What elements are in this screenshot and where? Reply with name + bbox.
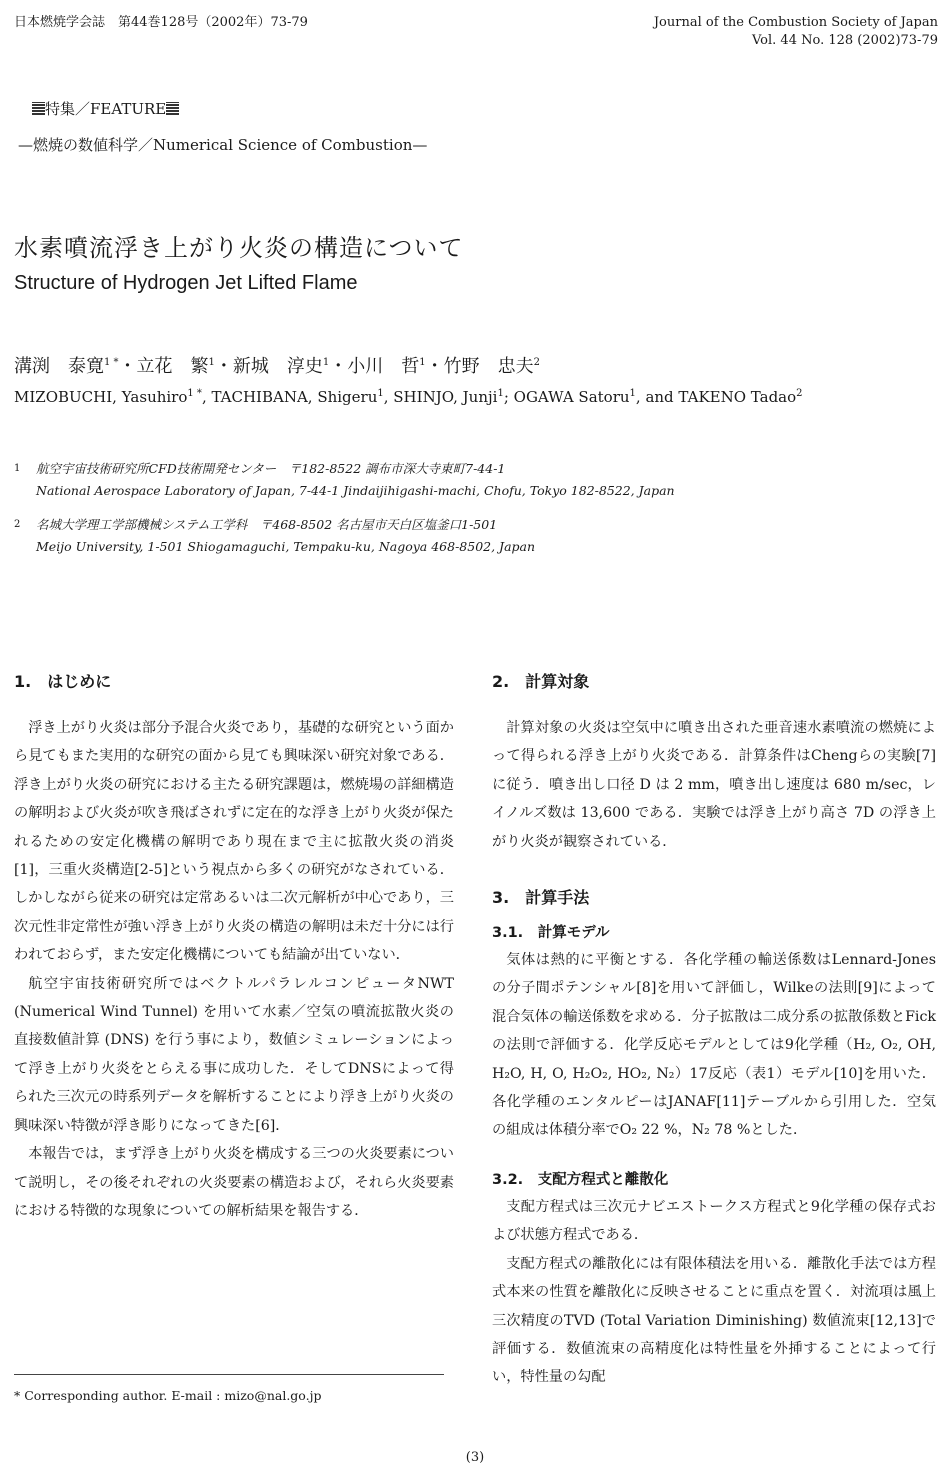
subtheme: —燃焼の数値科学／Numerical Science of Combustion— xyxy=(18,136,428,154)
journal-name: Journal of the Combustion Society of Japan xyxy=(653,15,938,30)
section-3-1-paragraph-1: 気体は熱的に平衡とする．各化学種の輸送係数はLennard-Jonesの分子間ポテンシャル[8]を用いて評価し，Wilkeの法則[9]によって混合気体の輸送係数を求める．分子拡散は二成分系の拡散係数とFickの法則で評価する．化学反応モデルとしては9化学種（H₂, O₂, OH, H₂O, H, O, H₂O₂, HO₂, N₂）17反応（表1）モデル[10]を用いた．各化学種のエンタルピーはJANAF[11]テーブルから引用した．空気の組成は体積分率でO₂ 22 %，N₂ 78 %とした． xyxy=(492,952,936,1139)
section-3-heading: 3. 計算手法 xyxy=(492,888,590,908)
section-2-paragraph-1: 計算対象の火炎は空気中に噴き出された亜音速水素噴流の燃焼によって得られる浮き上がり火炎である．計算条件はChengらの実験[7]に従う．噴き出し口径 D は 2 mm，噴き出し速度は 680 m/sec，レイノルズ数は 13,600 である．実験では浮き上がり高さ 7D の浮き上がり火炎が観察されている． xyxy=(492,720,936,850)
title-english: Structure of Hydrogen Jet Lifted Flame xyxy=(14,272,358,294)
right-column xyxy=(492,670,936,1392)
section-3-2-heading: 3.2. 支配方程式と離散化 xyxy=(492,1171,669,1188)
section-3-1-heading: 3.1. 計算モデル xyxy=(492,925,610,942)
authors-japanese: 溝渕 泰寛$^{1 *}$・立花 繁$^1$・新城 淳史$^1$・小川 哲$^1$・竹野 忠夫$^2$ xyxy=(14,356,541,377)
section-3-2-paragraph-2: 支配方程式の離散化には有限体積法を用いる．離散化手法では方程式本来の性質を離散化に反映させることに重点を置く．対流項は風上三次精度のTVD (Total Variation Diminishing) 数値流束[12,13]で評価する．数値流束の高精度化は特性量を外挿することによって行い，特性量の勾配 xyxy=(492,1255,936,1386)
journal-header-ja: 日本燃焼学会誌 第44巻128号（2002年）73-79 xyxy=(14,15,308,30)
feature-text: 特集／FEATURE xyxy=(45,100,167,118)
journal-volume: Vol. 44 No. 128 (2002)73-79 xyxy=(751,33,938,48)
section-1-paragraph-3: 本報告では，まず浮き上がり火炎を構成する三つの火炎要素について説明し，その後それぞれの火炎要素の構造および，それら火炎要素における特徴的な現象についての解析結果を報告する． xyxy=(14,1146,454,1219)
footnote-rule xyxy=(14,1374,444,1375)
affiliation-2: 2 名城大学理工学部機械システム工学科 〒468-8502 名古屋市天白区塩釜口1-501 Meijo University, 1-501 Shiogamaguchi, Tempaku-ku, Nagoya 468-8502, Japan xyxy=(14,517,536,554)
page-number: (3) xyxy=(465,1450,485,1465)
left-column xyxy=(14,670,454,1225)
section-1-heading: 1. はじめに xyxy=(14,672,112,691)
feature-label xyxy=(32,98,179,119)
section-1-paragraph-1: 浮き上がり火炎は部分予混合火炎であり，基礎的な研究という面から見てもまた実用的な研究の面から見ても興味深い研究対象である．浮き上がり火炎の研究における主たる研究課題は，燃焼場の詳細構造の解明および火炎が吹き飛ばされずに定在的な浮き上がり火炎が保たれるための安定化機構の解明であり現在まで主に拡散火炎の消炎[1]，三重火炎構造[2-5]という視点から多くの研究がなされている．しかしながら従来の研究は定常あるいは二次元解析が中心であり，三次元性非定常性が強い浮き上がり火炎の構造の解明は未だ十分には行われておらず，また安定化機構についても結論が出ていない． xyxy=(14,720,454,964)
section-1-paragraph-2: 航空宇宙技術研究所ではベクトルパラレルコンピュータNWT (Numerical Wind Tunnel) を用いて水素／空気の噴流拡散火炎の直接数値計算 (DNS) を行う事により，数値シミュレーションによって浮き上がり火炎をとらえる事に成功した．そしてDNSによって得られた三次元の時系列データを解析することにより浮き上がり火炎の興味深い特徴が浮き彫りになってきた[6]． xyxy=(14,975,454,1134)
section-3-2-paragraph-1: 支配方程式は三次元ナビエストークス方程式と9化学種の保存式および状態方程式である． xyxy=(492,1198,936,1244)
journal-header-en xyxy=(518,14,938,50)
square-mark-icon xyxy=(32,102,45,115)
affiliation-1: 1 航空宇宙技術研究所CFD技術開発センター 〒182-8522 調布市深大寺東町7-44-1 National Aerospace Laboratory of Japan, 7-44-1 Jindaijihigashi-machi, Chofu, Tokyo 182-8522, Japan xyxy=(14,461,675,498)
footnote: * Corresponding author. E-mail : mizo@nal.go.jp xyxy=(14,1388,322,1403)
square-mark-icon xyxy=(166,102,179,115)
title-japanese: 水素噴流浮き上がり火炎の構造について xyxy=(14,234,464,262)
section-2-heading: 2. 計算対象 xyxy=(492,672,590,691)
authors-english: MIZOBUCHI, Yasuhiro$^{1 *}$, TACHIBANA, Shigeru$^1$, SHINJO, Junji$^1$; OGAWA Satoru$^1$, and TAKENO Tadao$^2$ xyxy=(14,388,803,406)
